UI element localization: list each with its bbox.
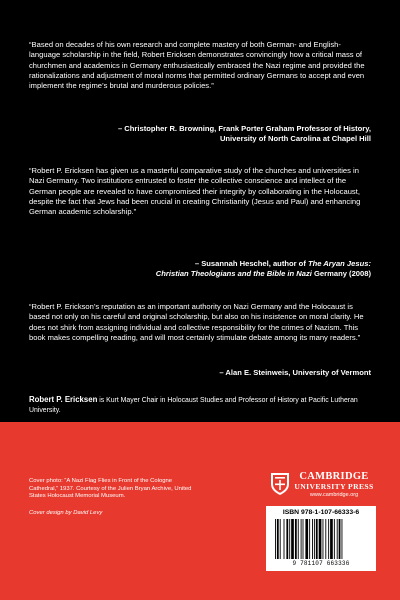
barcode-digits: 9 781107 663336	[292, 560, 350, 567]
quote-2-book-title-part-2: Christian Theologians and the Bible in Nazi	[155, 269, 312, 279]
quote-2-attribution-suffix: Germany (2008)	[311, 269, 371, 279]
barcode-icon	[274, 519, 370, 559]
publisher-name-line-1: CAMBRIDGE	[299, 471, 369, 482]
quote-1-attribution-line-2: University of North Carolina at Chapel Hill	[219, 134, 371, 144]
cover-design-credit: Cover design by David Levy	[29, 510, 103, 516]
quote-2-attribution	[156, 259, 371, 280]
quote-1-text: “Based on decades of his own research and complete mastery of both German- and English-language scholarship in the field, Robert Ericksen demonstrates convincingly how a critical mass of churchmen and academics in Germany enthusiastically embraced the Nazi regime and provided the rationalizations and adjustment of moral norms that permitted ordinary Germans to accept and even implement the regime’s brutal and murderous policies.”	[29, 40, 365, 91]
author-bio	[29, 395, 371, 415]
quote-2-attribution-line-2	[156, 269, 371, 279]
barcode-panel	[266, 506, 376, 571]
cover-photo-credit: Cover photo: “A Nazi Flag Flies in Front of the Cologne Cathedral,” 1937. Courtesy of the Julien Bryan Archive, United States Holocaust Memorial Museum.	[29, 478, 192, 500]
publisher-logo	[294, 471, 374, 498]
quote-2-text: “Robert P. Ericksen has given us a masterful comparative study of the churches and universities in Nazi Germany. Two institutions entrusted to foster the collective conscience and intellect of the German people are revealed to have compromised their integrity by collaborating in the Holocaust, despite the fact that Jews had been crucial in creating Christianity (Jesus and Paul) and enhancing German academic scholarship.”	[29, 166, 361, 217]
quote-3-text: “Robert P. Erickson’s reputation as an important authority on Nazi Germany and the Holocaust is based not only on his careful and original scholarship, but also on his insistence on moral clarity. He does not shirk from assigning individual and collective responsibility for the crimes of Nazism. This book makes compelling reading, and will most certainly stimulate debate among its many readers.”	[29, 302, 364, 342]
quote-3-attribution: – Alan E. Steinweis, University of Vermont	[219, 368, 371, 377]
publisher-name-line-2: UNIVERSITY PRESS	[294, 482, 374, 491]
quote-1-attribution-line-1: – Christopher R. Browning, Frank Porter Graham Professor of History,	[117, 124, 371, 133]
quote-2-attribution-line-1	[156, 259, 371, 269]
publisher-url: www.cambridge.org	[309, 492, 359, 498]
author-bio-text: is Kurt Mayer Chair in Holocaust Studies and Professor of History at Pacific Lutheran University.	[29, 397, 358, 414]
quote-1-attribution	[118, 124, 371, 145]
author-name: Robert P. Ericksen	[29, 395, 98, 404]
isbn-label: ISBN 978-1-107-66333-6	[282, 509, 360, 516]
quote-2-attribution-prefix: – Susannah Heschel, author of	[194, 259, 308, 268]
quote-2-book-title-part-1: The Aryan Jesus:	[307, 259, 371, 268]
cambridge-shield-icon	[270, 472, 290, 496]
